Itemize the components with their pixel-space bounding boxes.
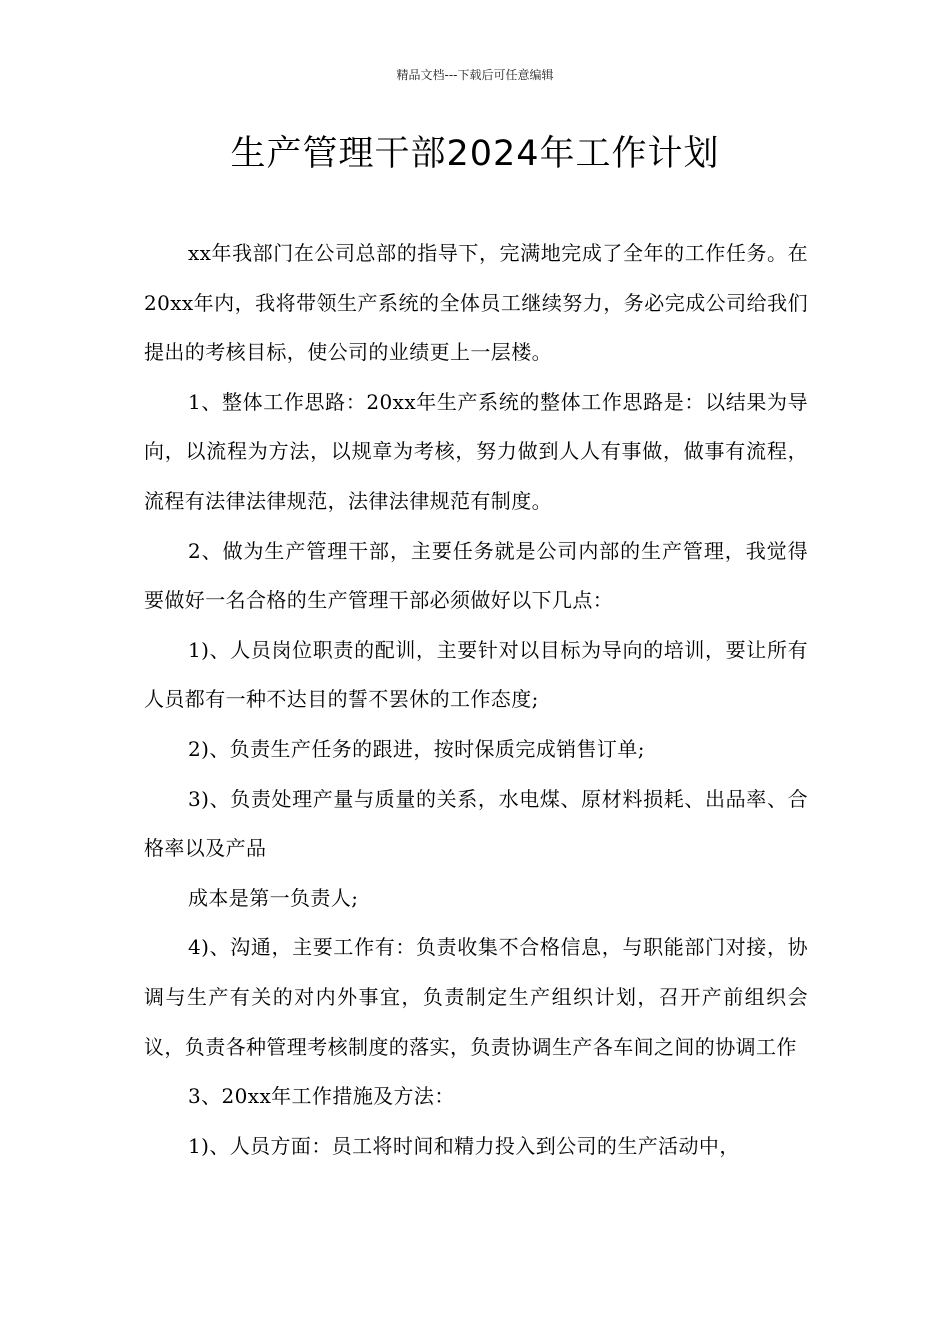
paragraph-overall-approach: 1、整体工作思路：20xx年生产系统的整体工作思路是：以结果为导向，以流程为方法，以规章为考核，努力做到人人有事做，做事有流程，流程有法律法律规范，法律法律规范有制度。 (144, 389, 808, 513)
paragraph-item-orders: 2)、负责生产任务的跟进，按时保质完成销售订单; (188, 736, 645, 761)
paragraph-item-training: 1)、人员岗位职责的配训，主要针对以目标为导向的培训，要让所有人员都有一种不达目的誓不罢休的工作态度; (144, 637, 808, 712)
paragraph-item-communication: 4)、沟通，主要工作有：负责收集不合格信息，与职能部门对接，协调与生产有关的对内外事宜，负责制定生产组织计划，召开产前组织会议，负责各种管理考核制度的落实，负责协调生产各车间之间的协调工作 (144, 935, 808, 1059)
document-title: 生产管理干部2024年工作计划 (230, 134, 720, 174)
paragraph-item-cost: 成本是第一负责人; (188, 885, 359, 910)
paragraph-item-personnel: 1)、人员方面：员工将时间和精力投入到公司的生产活动中， (188, 1133, 740, 1158)
paragraph-measures-heading: 3、20xx年工作措施及方法： (188, 1084, 455, 1109)
paragraph-intro: xx年我部门在公司总部的指导下，完满地完成了全年的工作任务。在20xx年内，我将带领生产系统的全体员工继续努力，务必完成公司给我们提出的考核目标，使公司的业绩更上一层楼。 (144, 241, 808, 365)
paragraph-item-quality: 3)、负责处理产量与质量的关系，水电煤、原材料损耗、出品率、合格率以及产品 (144, 786, 808, 861)
header-note: 精品文档---下载后可任意编辑 (396, 68, 554, 82)
paragraph-main-task: 2、做为生产管理干部，主要任务就是公司内部的生产管理，我觉得要做好一名合格的生产管理干部必须做好以下几点： (144, 538, 808, 613)
document-body (144, 229, 808, 1171)
